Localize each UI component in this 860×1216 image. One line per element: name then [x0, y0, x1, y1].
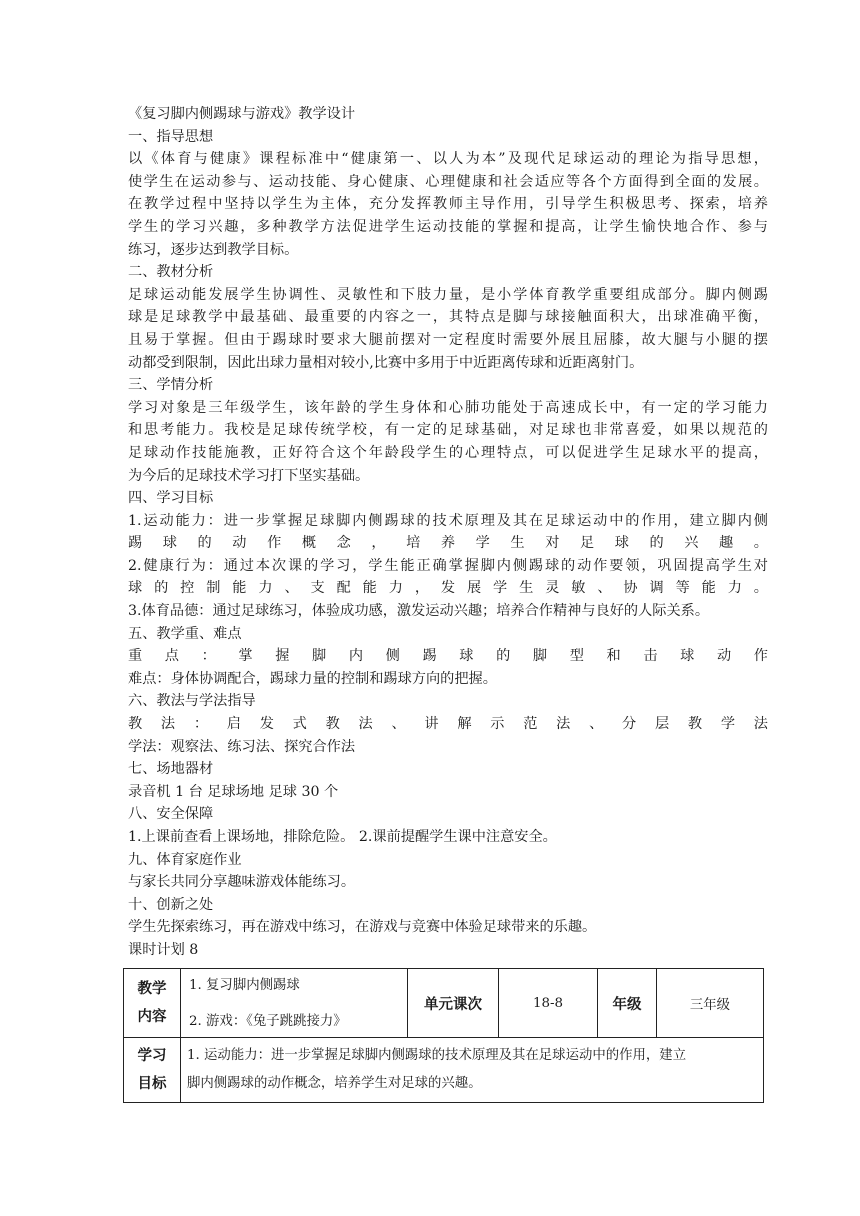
text-line: 教法：启发式教法、讲解示范法、分层教学法: [128, 716, 768, 733]
text-line: 且易于掌握。但由于踢球时要求大腿前摆对一定程度时需要外展且屈膝，故大腿与小腿的摆: [128, 331, 768, 348]
goal-line: 1. 运动能力：进一步掌握足球脚内侧踢球的技术原理及其在足球运动中的作用，建立: [187, 1048, 687, 1063]
text-line: 足球动作技能施教，正好符合这个年龄段学生的心理特点，可以促进学生足球水平的提高，: [128, 444, 768, 461]
document-title: 《复习脚内侧踢球与游戏》教学设计: [128, 106, 356, 122]
text-line: 难点：身体协调配合，踢球力量的控制和踢球方向的把握。: [128, 670, 497, 687]
lesson-plan-table: [123, 968, 764, 1103]
section-heading: 八、安全保障: [128, 806, 214, 823]
section-paragraph: [128, 871, 768, 894]
section-paragraph: [128, 284, 768, 374]
section-heading: 五、教学重、难点: [128, 625, 242, 642]
table-row: [124, 1038, 764, 1103]
document-body: [128, 103, 768, 962]
grade-value: 三年级: [657, 969, 764, 1038]
content-item: 2. 游戏：《兔子跳跳接力》: [189, 1014, 347, 1029]
content-label: 教学内容: [137, 980, 167, 1025]
text-line: 球是足球教学中最基础、最重要的内容之一，其特点是脚与球接触面积大，出球准确平衡，: [128, 309, 768, 326]
section-heading: 四、学习目标: [128, 490, 214, 507]
section-paragraph: [128, 916, 768, 939]
section-heading: 七、场地器材: [128, 761, 214, 778]
text-line: 和思考能力。我校是足球传统学校，有一定的足球基础，对足球也非常喜爱，如果以规范的: [128, 422, 768, 439]
section-heading: 六、教法与学法指导: [128, 693, 256, 710]
goal-cell: [181, 1038, 764, 1103]
text-line: 为今后的足球技术学习打下坚实基础。: [128, 467, 370, 484]
text-line: 学生先探索练习，再在游戏中练习，在游戏与竞赛中体验足球带来的乐趣。: [128, 919, 597, 936]
section-paragraph: [128, 645, 768, 690]
text-line: 学习对象是三年级学生，该年龄的学生身体和心肺功能处于高速成长中，有一定的学习能力: [128, 399, 768, 416]
text-line: 学生的学习兴趣，多种教学方法促进学生运动技能的掌握和提高，让学生愉快地合作、参与: [128, 218, 768, 235]
text-line: 与家长共同分享趣味游戏体能练习。: [128, 874, 356, 891]
goal-label-cell: [124, 1038, 181, 1103]
text-line: 学法：观察法、练习法、探究合作法: [128, 738, 356, 755]
text-line: 在教学过程中坚持以学生为主体，充分发挥教师主导作用，引导学生积极思考、探索，培养: [128, 196, 768, 213]
section-heading: 三、学情分析: [128, 377, 214, 394]
goal-label: 学习目标: [137, 1047, 167, 1092]
text-line: 1.运动能力：进一步掌握足球脚内侧踢球的技术原理及其在足球运动中的作用，建立脚内侧: [128, 512, 768, 529]
section-paragraph: [128, 781, 768, 804]
section-paragraph: [128, 713, 768, 758]
text-line: 动都受到限制，因此出球力量相对较小,比赛中多用于中近距离传球和近距离射门。: [128, 354, 644, 371]
plan-caption: 课时计划 8: [128, 941, 199, 958]
content-cell: [181, 969, 408, 1038]
section-paragraph: [128, 397, 768, 487]
section-paragraph: [128, 148, 768, 261]
table-row: [124, 969, 764, 1038]
section-paragraph: [128, 826, 768, 849]
section-heading: 二、教材分析: [128, 264, 214, 281]
grade-label: 年级: [598, 969, 657, 1038]
text-line: 3.体育品德：通过足球练习，体验成功感，激发运动兴趣；培养合作精神与良好的人际关系。: [128, 603, 710, 620]
text-line: 足球运动能发展学生协调性、灵敏性和下肢力量，是小学体育教学重要组成部分。脚内侧踢: [128, 286, 768, 303]
goal-line: 脚内侧踢球的动作概念，培养学生对足球的兴趣。: [187, 1076, 482, 1091]
text-line: 练习，逐步达到教学目标。: [128, 241, 299, 258]
text-line: 录音机 1 台 足球场地 足球 30 个: [128, 783, 339, 800]
text-line: 踢球的动作概念，培养学生对足球的兴趣。: [128, 535, 768, 552]
text-line: 1.上课前查看上课场地，排除危险。 2.课前提醒学生课中注意安全。: [128, 829, 557, 845]
content-item: 1. 复习脚内侧踢球: [189, 978, 300, 993]
text-line: 以《体育与健康》课程标准中“健康第一、以人为本”及现代足球运动的理论为指导思想，: [128, 151, 768, 168]
content-label-cell: [124, 969, 181, 1038]
section-heading: 十、创新之处: [128, 896, 214, 913]
section-paragraph: [128, 510, 768, 623]
text-line: 球的控制能力、支配能力，发展学生灵敏、协调等能力。: [128, 580, 768, 597]
text-line: 2.健康行为：通过本次课的学习，学生能正确掌握脚内侧踢球的动作要领，巩固提高学生对: [128, 557, 768, 574]
sections: [128, 126, 768, 939]
unit-value: 18-8: [499, 969, 598, 1038]
section-heading: 九、体育家庭作业: [128, 851, 242, 868]
text-line: 重点：掌握脚内侧踢球的脚型和击球动作: [128, 648, 768, 665]
text-line: 使学生在运动参与、运动技能、身心健康、心理健康和社会适应等各个方面得到全面的发展。: [128, 173, 768, 190]
section-heading: 一、指导思想: [128, 128, 214, 145]
unit-label: 单元课次: [408, 969, 499, 1038]
